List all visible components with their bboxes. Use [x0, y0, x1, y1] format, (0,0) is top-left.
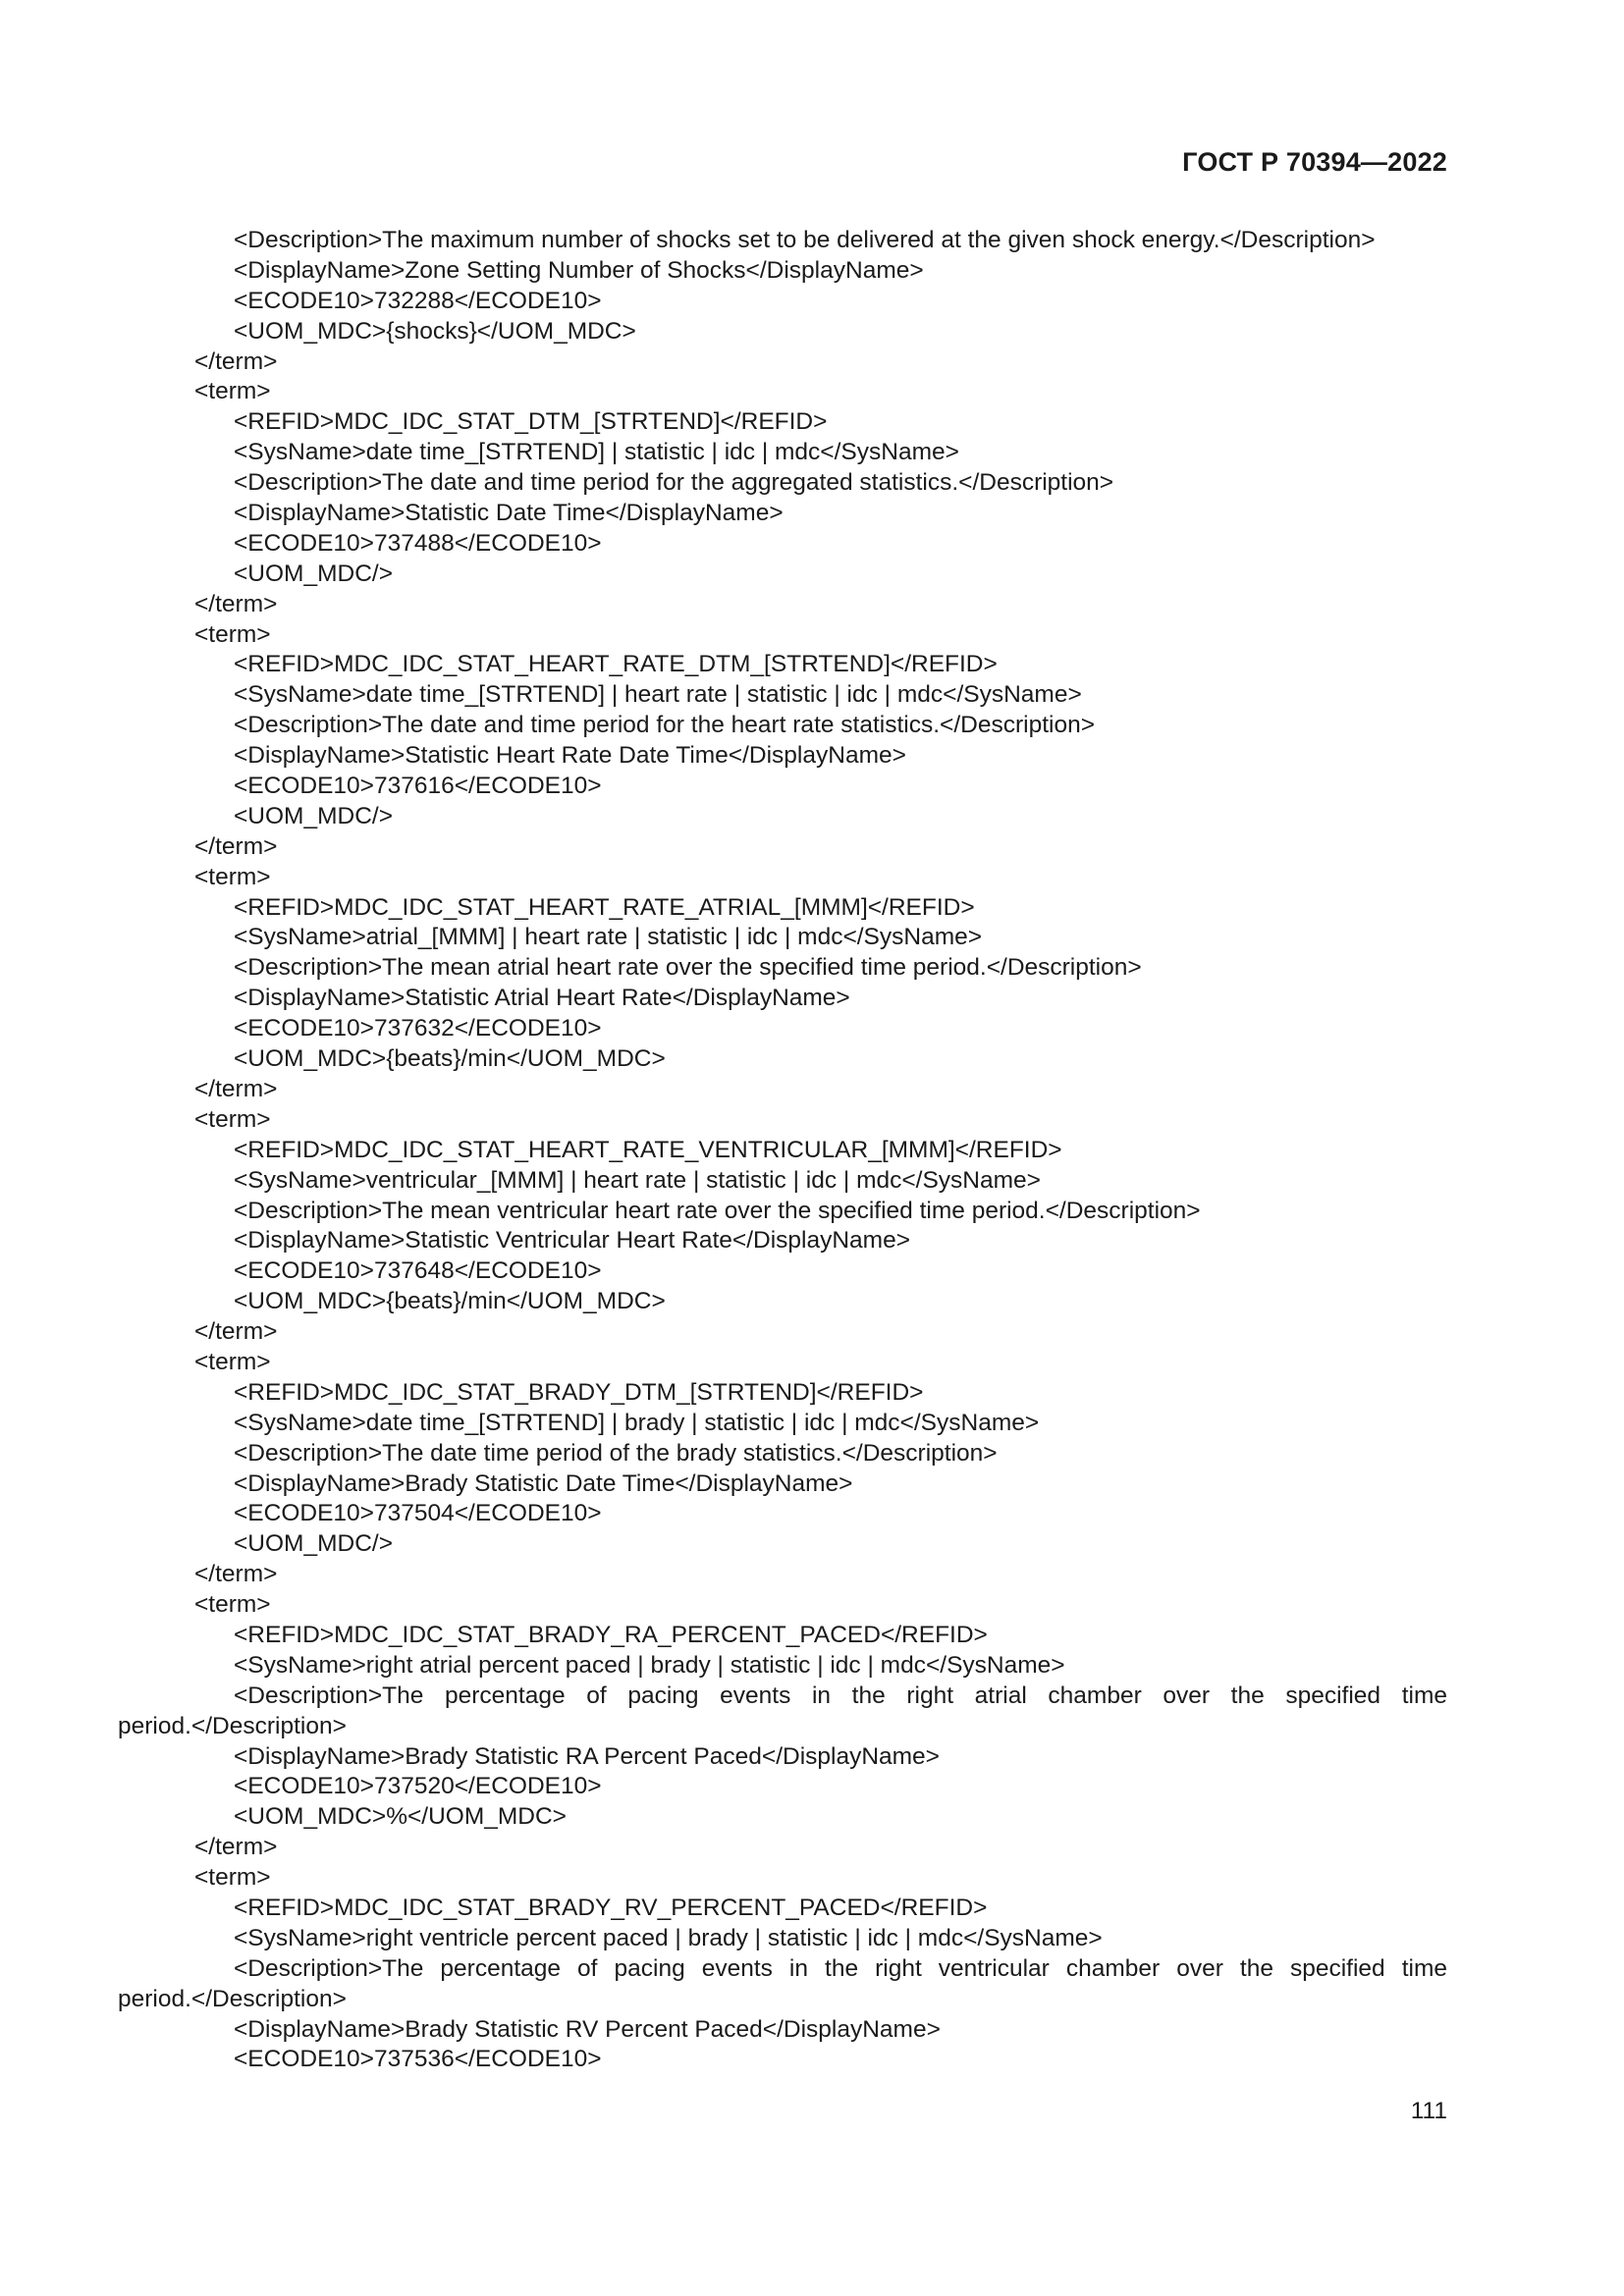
listing-line: <SysName>date time_[STRTEND] | heart rate | statistic | idc | mdc</SysName>	[234, 681, 1082, 709]
listing-line: <UOM_MDC>%</UOM_MDC>	[234, 1803, 567, 1831]
listing-line: <DisplayName>Statistic Ventricular Heart Rate</DisplayName>	[234, 1227, 911, 1255]
listing-line: <UOM_MDC>{beats}/min</UOM_MDC>	[234, 1045, 666, 1073]
listing-line: <DisplayName>Statistic Atrial Heart Rate</DisplayName>	[234, 985, 850, 1012]
listing-line: <ECODE10>737616</ECODE10>	[234, 773, 602, 800]
listing-line: <DisplayName>Brady Statistic RA Percent Paced</DisplayName>	[234, 1742, 940, 1770]
document-header: ГОСТ Р 70394—2022	[1182, 147, 1447, 177]
listing-line: </term>	[194, 1075, 278, 1102]
xml-listing	[118, 226, 1447, 2075]
listing-line: <ECODE10>737648</ECODE10>	[234, 1257, 602, 1285]
listing-line: <ECODE10>737488</ECODE10>	[234, 529, 602, 557]
listing-line: </term>	[194, 1561, 278, 1588]
page-number: 111	[1410, 2098, 1447, 2124]
listing-line: period.</Description>	[118, 1712, 347, 1739]
listing-line: <Description>The percentage of pacing events in the right atrial chamber over the specified time	[234, 1682, 1447, 1709]
listing-line: <REFID>MDC_IDC_STAT_HEART_RATE_DTM_[STRTEND]</REFID>	[234, 651, 998, 678]
listing-line: </term>	[194, 347, 278, 375]
listing-line: </term>	[194, 1834, 278, 1861]
listing-line: <term>	[194, 378, 271, 405]
listing-line: <SysName>right ventricle percent paced | brady | statistic | idc | mdc</SysName>	[234, 1924, 1103, 1951]
listing-line: <UOM_MDC/>	[234, 1530, 394, 1558]
listing-line: <Description>The date and time period for the heart rate statistics.</Description>	[234, 712, 1096, 739]
listing-line: <Description>The maximum number of shocks set to be delivered at the given shock energy.</Description>	[234, 227, 1376, 253]
listing-line: <Description>The mean atrial heart rate over the specified time period.</Description>	[234, 954, 1142, 982]
listing-line: <DisplayName>Brady Statistic Date Time</DisplayName>	[234, 1469, 853, 1497]
listing-line: </term>	[194, 590, 278, 617]
listing-line: <ECODE10>737520</ECODE10>	[234, 1773, 602, 1800]
listing-line: </term>	[194, 832, 278, 860]
listing-line: <UOM_MDC>{beats}/min</UOM_MDC>	[234, 1288, 666, 1315]
listing-line: <REFID>MDC_IDC_STAT_HEART_RATE_VENTRICULAR_[MMM]</REFID>	[234, 1136, 1062, 1163]
listing-line: <term>	[194, 1591, 271, 1619]
listing-line: <UOM_MDC/>	[234, 560, 394, 587]
listing-line: <ECODE10>737632</ECODE10>	[234, 1015, 602, 1042]
listing-line: <Description>The date time period of the brady statistics.</Description>	[234, 1439, 998, 1467]
listing-line: <DisplayName>Brady Statistic RV Percent Paced</DisplayName>	[234, 2015, 941, 2043]
listing-line: <term>	[194, 1864, 271, 1892]
listing-line: <REFID>MDC_IDC_STAT_BRADY_RA_PERCENT_PACED</REFID>	[234, 1621, 988, 1648]
listing-line: <DisplayName>Statistic Date Time</DisplayName>	[234, 500, 784, 527]
listing-line: <SysName>right atrial percent paced | brady | statistic | idc | mdc</SysName>	[234, 1651, 1065, 1679]
listing-line: <term>	[194, 863, 271, 890]
listing-line: <term>	[194, 620, 271, 648]
listing-line: <term>	[194, 1105, 271, 1133]
listing-line: <DisplayName>Zone Setting Number of Shocks</DisplayName>	[234, 256, 924, 284]
listing-line: </term>	[194, 1318, 278, 1346]
listing-line: <ECODE10>737504</ECODE10>	[234, 1500, 602, 1527]
listing-line: <DisplayName>Statistic Heart Rate Date Time</DisplayName>	[234, 742, 906, 770]
listing-line: <ECODE10>732288</ECODE10>	[234, 287, 602, 314]
listing-line: <SysName>atrial_[MMM] | heart rate | statistic | idc | mdc</SysName>	[234, 924, 983, 951]
listing-line: <term>	[194, 1348, 271, 1375]
listing-line: period.</Description>	[118, 1985, 347, 2012]
listing-line: <Description>The percentage of pacing events in the right ventricular chamber over the specified time	[234, 1954, 1447, 1982]
listing-line: <Description>The mean ventricular heart rate over the specified time period.</Description>	[234, 1197, 1201, 1224]
listing-line: <UOM_MDC>{shocks}</UOM_MDC>	[234, 317, 636, 345]
listing-line: <UOM_MDC/>	[234, 802, 394, 829]
listing-line: <REFID>MDC_IDC_STAT_DTM_[STRTEND]</REFID>	[234, 408, 828, 436]
listing-line: <REFID>MDC_IDC_STAT_HEART_RATE_ATRIAL_[MMM]</REFID>	[234, 893, 975, 921]
listing-line: <SysName>date time_[STRTEND] | brady | statistic | idc | mdc</SysName>	[234, 1409, 1040, 1436]
listing-line: <REFID>MDC_IDC_STAT_BRADY_RV_PERCENT_PACED</REFID>	[234, 1894, 988, 1921]
listing-line: <SysName>ventricular_[MMM] | heart rate | statistic | idc | mdc</SysName>	[234, 1166, 1041, 1194]
listing-line: <SysName>date time_[STRTEND] | statistic | idc | mdc</SysName>	[234, 439, 959, 466]
listing-line: <ECODE10>737536</ECODE10>	[234, 2046, 602, 2073]
listing-line: <REFID>MDC_IDC_STAT_BRADY_DTM_[STRTEND]</REFID>	[234, 1378, 924, 1406]
listing-line: <Description>The date and time period for the aggregated statistics.</Description>	[234, 469, 1114, 497]
